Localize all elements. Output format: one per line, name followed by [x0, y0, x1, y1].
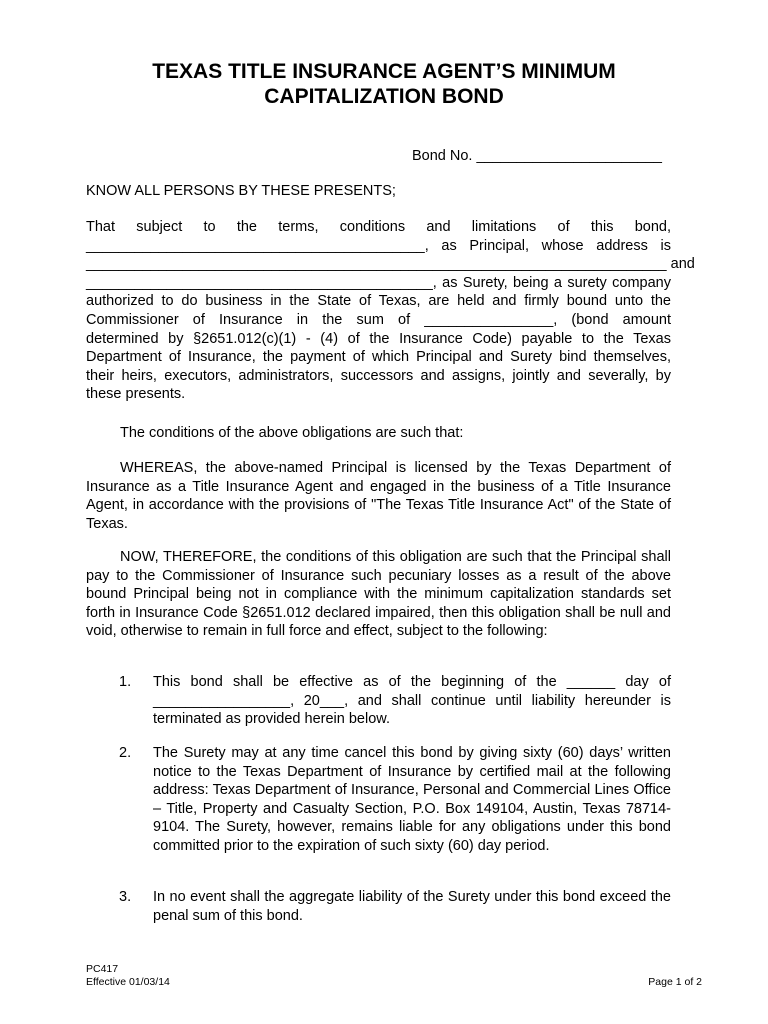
bond-number-field: Bond No. _______________________ [412, 148, 662, 164]
paragraph-line: their heirs, executors, administrators, successors and assigns, jointly and severally, by [86, 367, 671, 384]
form-number: PC417 [86, 963, 119, 975]
list-item-text: The Surety may at any time cancel this bond by giving sixty (60) days’ written notice to the Texas Department of Insurance by certified mail at the following address: Texas Department of Insurance, Personal and Commercial Lines Office – Title, Property and Casualty Section, P.O. Box 149104, Austin, Texas 78714-9104. The Surety, however, remains liable for any obligations under this bond committed prior to the expiration of such sixty (60) day period. [153, 745, 671, 854]
title-line-1: TEXAS TITLE INSURANCE AGENT’S MINIMUM [152, 60, 616, 83]
page-number: Page 1 of 2 [648, 976, 702, 988]
paragraph-text: The conditions of the above obligations are such that: [120, 425, 464, 441]
paragraph-line: ___________________________________________, as Surety, being a surety company [86, 274, 671, 291]
list-item-text: In no event shall the aggregate liability of the Surety under this bond exceed the penal sum of this bond. [153, 889, 671, 924]
conditions-intro-paragraph [86, 424, 671, 443]
paragraph-line: __________________________________________, as Principal, whose address is [86, 237, 671, 254]
list-item-number: 2. [119, 745, 132, 761]
title-line-2: CAPITALIZATION BOND [264, 85, 504, 108]
whereas-paragraph [86, 459, 671, 533]
paragraph-line: Department of Insurance, the payment of which Principal and Surety bind themselves, [86, 349, 671, 366]
list-item-number: 3. [119, 889, 132, 905]
list-item-number: 1. [119, 674, 132, 690]
list-item-text: This bond shall be effective as of the beginning of the ______ day of _________________, 20___, and shall continue until liability hereunder is terminated as provided herein below. [153, 674, 671, 728]
paragraph-line: ________________________________________________________________________ and [86, 256, 695, 273]
paragraph-line: That subject to the terms, conditions and limitations of this bond, [86, 219, 671, 235]
paragraph-text: WHEREAS, the above-named Principal is licensed by the Texas Department of Insurance as a Title Insurance Agent and engaged in the business of a Title Insurance Agent, in accordance with the provisions of "The Texas Title Insurance Act" of the State of Texas. [86, 460, 671, 532]
greeting-text: KNOW ALL PERSONS BY THESE PRESENTS; [86, 183, 396, 199]
list-item [86, 888, 671, 925]
paragraph-line: Commissioner of Insurance in the sum of ________________, (bond amount [86, 311, 671, 328]
list-item [86, 744, 671, 856]
list-item [86, 673, 671, 729]
paragraph-line: determined by §2651.012(c)(1) - (4) of the Insurance Code) payable to the Texas [86, 330, 671, 347]
document-title [0, 59, 768, 109]
paragraph-text: NOW, THEREFORE, the conditions of this obligation are such that the Principal shall pay to the Commissioner of Insurance such pecuniary losses as a result of the above bound Principal being not in compliance with the minimum capitalization standards set forth in Insurance Code §2651.012 declared impaired, then this obligation shall be null and void, otherwise to remain in full force and effect, subject to the following: [86, 549, 671, 640]
effective-date: Effective 01/03/14 [86, 975, 170, 988]
footer-form-info [86, 963, 170, 988]
paragraph-line: these presents. [86, 386, 186, 403]
bond-parties-paragraph [86, 218, 695, 404]
now-therefore-paragraph [86, 548, 671, 641]
paragraph-line: authorized to do business in the State of Texas, are held and firmly bound unto the [86, 293, 671, 310]
